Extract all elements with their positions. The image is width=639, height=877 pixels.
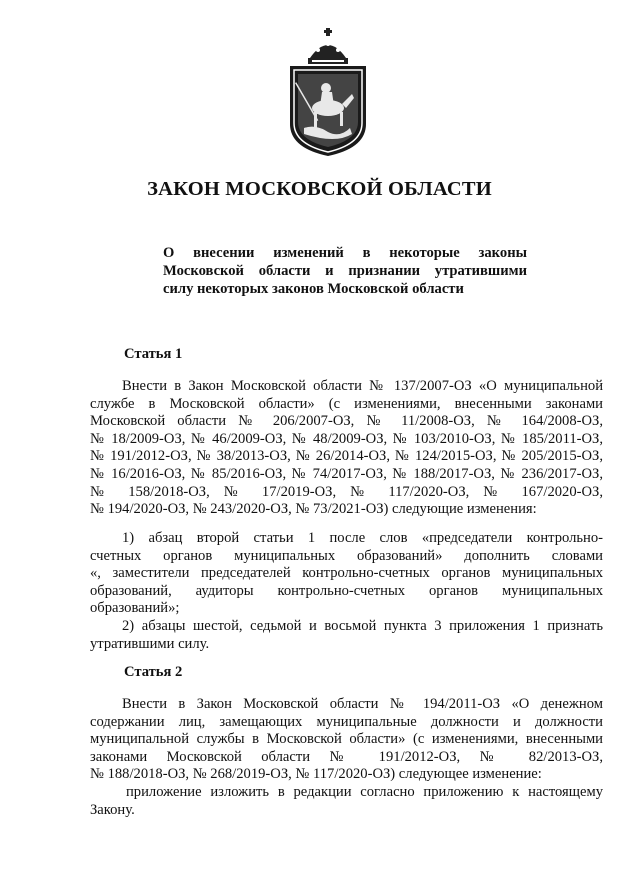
text-line: Внести в Закон Московской области № 137/2007-ОЗ «О муниципальной xyxy=(122,378,603,394)
text-line: образований»; xyxy=(90,600,180,617)
text-line: законами Московской области № 191/2012-ОЗ, № 82/2013-ОЗ, xyxy=(90,748,603,765)
text-line: муниципальной службы в Московской области» (с изменениями, внесенными xyxy=(90,731,603,748)
text-line: 2) абзацы шестой, седьмой и восьмой пункта 3 приложения 1 признать xyxy=(122,618,603,634)
text-line: приложение изложить в редакции согласно приложению к настоящему xyxy=(126,784,603,800)
text-line: 1) абзац второй статьи 1 после слов «председатели контрольно- xyxy=(122,530,603,546)
subtitle-line: Московской области и признании утратившими xyxy=(163,263,527,279)
document-subtitle xyxy=(163,244,527,298)
article-1-heading: Статья 1 xyxy=(124,346,183,362)
text-line: службе в Московской области» (с изменениями, внесенными законами xyxy=(90,395,603,412)
text-line: № 18/2009-ОЗ, № 46/2009-ОЗ, № 48/2009-ОЗ, № 103/2010-ОЗ, № 185/2011-ОЗ, xyxy=(90,430,603,447)
article-2-heading: Статья 2 xyxy=(124,664,183,680)
article-2-intro xyxy=(90,696,603,784)
article-1-item-2 xyxy=(90,618,603,653)
text-line: содержании лиц, замещающих муниципальные должности и должности xyxy=(90,713,603,730)
subtitle-line: О внесении изменений в некоторые законы xyxy=(163,245,527,261)
text-line: утратившими силу. xyxy=(90,635,210,652)
article-2-item xyxy=(90,784,603,819)
text-line: № 16/2016-ОЗ, № 85/2016-ОЗ, № 74/2017-ОЗ, № 188/2017-ОЗ, № 236/2017-ОЗ, xyxy=(90,465,603,482)
text-line: № 194/2020-ОЗ, № 243/2020-ОЗ, № 73/2021-ОЗ) следующие изменения: xyxy=(90,501,537,518)
text-line: Внести в Закон Московской области № 194/2011-ОЗ «О денежном xyxy=(122,696,603,712)
text-line: счетных органов муниципальных образований» дополнить словами xyxy=(90,547,603,564)
text-line: «, заместители председателей контрольно-счетных органов муниципальных xyxy=(90,565,603,582)
text-line: Московской области № 206/2007-ОЗ, № 11/2008-ОЗ, № 164/2008-ОЗ, xyxy=(90,413,603,430)
text-line: Закону. xyxy=(90,801,135,818)
article-1-intro xyxy=(90,378,603,519)
coat-of-arms-emblem xyxy=(284,28,372,158)
article-1-item-1 xyxy=(90,530,603,618)
text-line: № 188/2018-ОЗ, № 268/2019-ОЗ, № 117/2020-ОЗ) следующее изменение: xyxy=(90,766,542,783)
document-title: ЗАКОН МОСКОВСКОЙ ОБЛАСТИ xyxy=(147,178,492,200)
text-line: № 191/2012-ОЗ, № 38/2013-ОЗ, № 26/2014-ОЗ, № 124/2015-ОЗ, № 205/2015-ОЗ, xyxy=(90,448,603,465)
text-line: образований, аудиторы контрольно-счетных органов муниципальных xyxy=(90,582,603,599)
text-line: № 158/2018-ОЗ, № 17/2019-ОЗ, № 117/2020-ОЗ, № 167/2020-ОЗ, xyxy=(90,483,603,500)
subtitle-line: силу некоторых законов Московской области xyxy=(163,281,464,297)
